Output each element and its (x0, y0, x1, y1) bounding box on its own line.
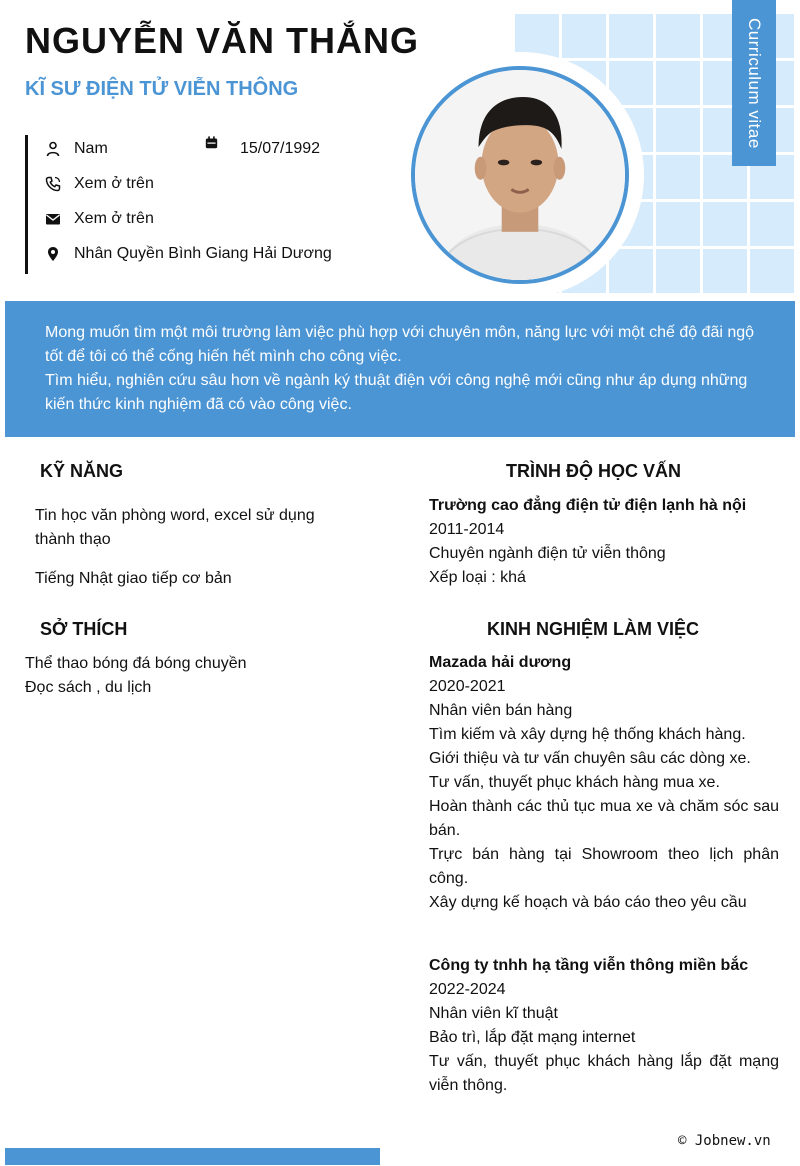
person-icon (44, 140, 62, 158)
school-name: Trường cao đẳng điện tử điện lạnh hà nội (429, 497, 747, 514)
job-duty: Xây dựng kế hoạch và báo cáo theo yêu cầu (429, 894, 747, 911)
job-duty: Tư vấn, thuyết phục khách hàng lắp đặt mạng viễn thông. (429, 1053, 779, 1094)
job-entry-2 (429, 954, 779, 1098)
avatar (411, 66, 629, 284)
phone-value: Xem ở trên (74, 175, 154, 192)
envelope-icon (44, 210, 62, 228)
calendar-icon (203, 133, 219, 151)
job-duty: Trực bán hàng tại Showroom theo lịch phân công. (429, 846, 779, 887)
hobbies-title: SỞ THÍCH (40, 619, 128, 639)
hobbies-list (25, 652, 365, 700)
job-period: 2020-2021 (429, 678, 506, 695)
education-period: 2011-2014 (429, 521, 505, 538)
career-objective (5, 301, 795, 437)
email-value: Xem ở trên (74, 210, 154, 227)
education-block (429, 494, 779, 590)
skill-item: Tin học văn phòng word, excel sử dụng thành thạo (35, 507, 315, 548)
contact-email (44, 210, 154, 228)
address-value: Nhân Quyền Bình Giang Hải Dương (74, 245, 332, 262)
hobby-item: Thể thao bóng đá bóng chuyền (25, 655, 247, 672)
candidate-name: NGUYỄN VĂN THẮNG (25, 20, 420, 61)
cv-label: Curriculum vitae (745, 17, 764, 149)
avatar-portrait (415, 70, 625, 280)
contact-birthday (203, 140, 320, 158)
job-duty: Bảo trì, lắp đặt mạng internet (429, 1029, 636, 1046)
contact-address (44, 245, 332, 263)
location-pin-icon (44, 245, 62, 263)
footer-copyright: © Jobnew.vn (678, 1133, 771, 1149)
birthday-value: 15/07/1992 (240, 140, 321, 157)
contact-gender (44, 140, 108, 158)
job-duty: Tư vấn, thuyết phục khách hàng mua xe. (429, 774, 720, 791)
skill-item: Tiếng Nhật giao tiếp cơ bản (35, 570, 232, 587)
job-entry-1 (429, 651, 779, 915)
skills-title: KỸ NĂNG (40, 461, 124, 481)
education-grade: Xếp loại : khá (429, 569, 526, 586)
company-name: Công ty tnhh hạ tầng viễn thông miền bắc (429, 957, 749, 974)
job-title: KĨ SƯ ĐIỆN TỬ VIỄN THÔNG (25, 78, 299, 100)
gender-value: Nam (74, 140, 108, 157)
company-name: Mazada hải dương (429, 654, 572, 671)
phone-icon (44, 175, 62, 193)
objective-line-2: Tìm hiểu, nghiên cứu sâu hơn về ngành ký thuật điện với công nghệ mới cũng như áp dụng những kiến thức kinh nghiệm đã có vào công việc. (45, 372, 748, 413)
contact-divider (25, 135, 28, 274)
job-position: Nhân viên bán hàng (429, 702, 573, 719)
education-major: Chuyên ngành điện tử viễn thông (429, 545, 666, 562)
job-duty: Tìm kiếm và xây dựng hệ thống khách hàng. (429, 726, 746, 743)
hobby-item: Đọc sách , du lịch (25, 679, 152, 696)
job-period: 2022-2024 (429, 981, 506, 998)
education-title: TRÌNH ĐỘ HỌC VẤN (506, 461, 681, 481)
cv-label-tab (732, 0, 776, 166)
contact-phone (44, 175, 154, 193)
job-duty: Giới thiệu và tư vấn chuyên sâu các dòng xe. (429, 750, 751, 767)
job-duty: Hoàn thành các thủ tục mua xe và chăm sóc sau bán. (429, 798, 779, 839)
experience-title: KINH NGHIỆM LÀM VIỆC (487, 619, 700, 639)
objective-line-1: Mong muốn tìm một môi trường làm việc phù hợp với chuyên môn, năng lực với một chế độ đãi ngộ tốt để tôi có thể cống hiến hết mình cho công việc. (45, 324, 755, 365)
job-position: Nhân viên kĩ thuật (429, 1005, 558, 1022)
footer-accent-bar (5, 1148, 380, 1165)
